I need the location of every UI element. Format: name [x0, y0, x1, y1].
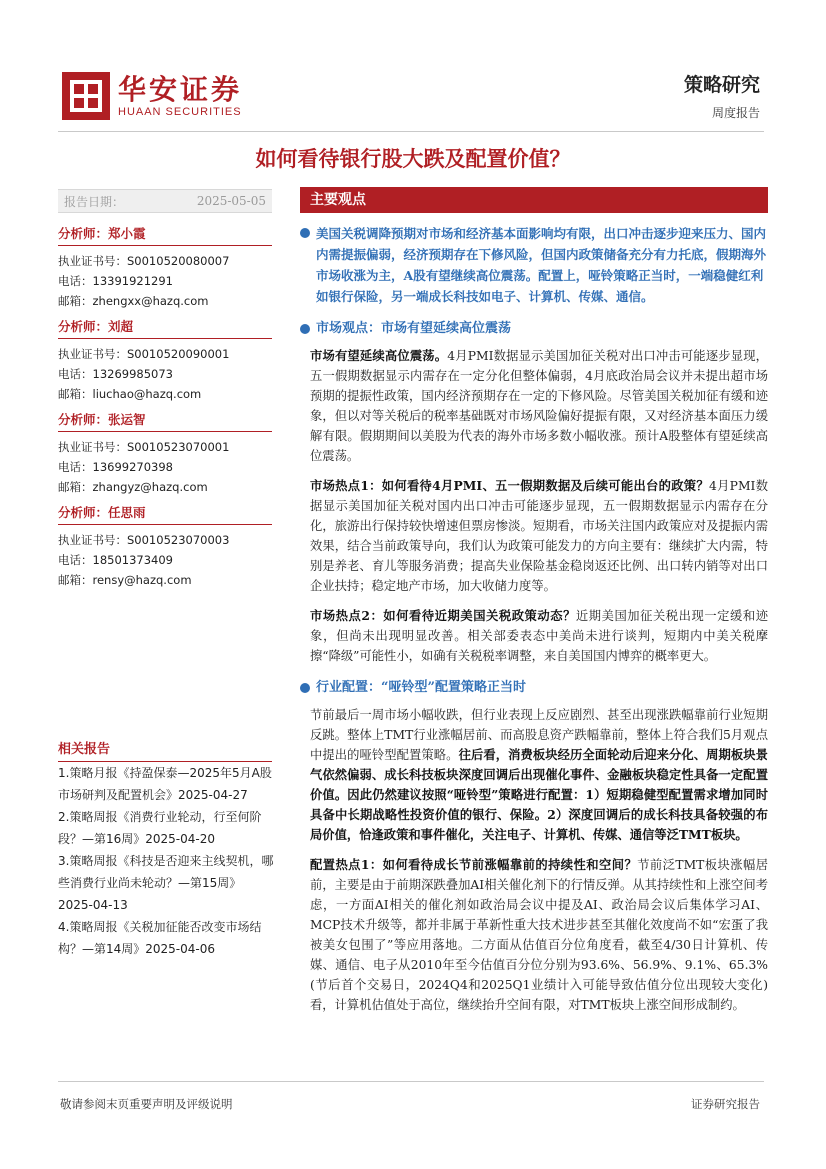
section-title-bar: 主要观点	[300, 187, 768, 213]
para-body: 节前泛TMT板块涨幅居前，主要是由于前期深跌叠加AI相关催化剂下的行情反弹。从其持续性和上涨空间考虑，一方面AI相关的催化剂如政治局会议中提及AI、政治局会议后集体学习AI、MCP技术升级等，都并非属于革新性重大技术进步甚至其催化效度尚不如“宏蛋了我被美女包围了”等应用落地。二方面从估值百分位角度看，截至4/30日计算机、传媒、通信、电子从2010年至今估值百分位分别为93.6%、56.9%、9.1%、65.3%(节后首个交易日，2024Q4和2025Q1业绩计入可能导致估值分位出现较大变化)看，计算机估值处于高位，继续抬升空间有限，对TMT板块上涨空间形成制约。	[310, 858, 769, 1012]
para-body: 近期美国加征关税出现一定缓和迹象，但尚未出现明显改善。相关部委表态中美尚未进行谈判，短期内中美关税摩擦“降级”可能性小，如确有关税税率调整，来自美国国内博弈的概率更大。	[310, 609, 768, 663]
logo-mark-icon	[62, 72, 110, 120]
doc-type	[684, 72, 760, 121]
bullet-dot-icon	[300, 683, 310, 693]
analyst-name: 分析师：郑小霞	[58, 224, 272, 246]
para-body: 4月PMI数据显示美国加征关税对出口冲击可能逐步显现，五一假期数据显示内需存在一定分化但整体偏弱，4月底政治局会议并未提出超市场预期的提振性政策，国内经济预期存在一定的下修风险。尽管美国关税加征有缓和迹象，但以对等关税后的税率基础既对市场风险偏好提振有限，又对经济基本面压力缓解有限。假期期间以美股为代表的海外市场多数小幅收涨。预计A股整体有望延续高位震荡。	[310, 349, 768, 463]
logo	[62, 72, 242, 120]
para-lead: 市场有望延续高位震荡。	[310, 348, 448, 363]
analyst-email[interactable]: 邮箱：zhangyz@hazq.com	[58, 480, 208, 494]
analyst-cert: 执业证书号：S0010523070001	[58, 440, 230, 454]
analyst-card	[58, 317, 272, 404]
related-reports-list	[58, 762, 274, 960]
paragraph-config-hotspot-1	[300, 855, 768, 1015]
date-label: 报告日期：	[64, 194, 125, 209]
analyst-name: 分析师：任思雨	[58, 503, 272, 525]
logo-en: HUAAN SECURITIES	[118, 106, 242, 118]
analyst-cert: 执业证书号：S0010520090001	[58, 347, 230, 361]
analyst-cert: 执业证书号：S0010520080007	[58, 254, 230, 268]
para-body: 4月PMI数据显示美国加征关税对国内出口冲击可能逐步显现，五一假期数据显示内需存在分化，旅游出行保持较快增速但票房惨淡。短期看，市场关注国内政策应对及提振内需效果，结合当前政策导向，我们认为政策可能发力的方向主要有：继续扩大内需，特别是养老、育儿等服务消费；提高失业保险基金稳岗返还比例、出口转内销等对出口企业扶持；稳定地产市场，加大收储力度等。	[310, 479, 768, 593]
para-lead: 配置热点1：如何看待成长节前涨幅靠前的持续性和空间？	[310, 857, 638, 872]
related-report-item[interactable]: 1.策略月报《持盈保泰—2025年5月A股市场研判及配置机会》2025-04-27	[58, 766, 272, 802]
analyst-email[interactable]: 邮箱：rensy@hazq.com	[58, 573, 192, 587]
para-lead: 市场热点1：如何看待4月PMI、五一假期数据及后续可能出台的政策？	[310, 478, 709, 493]
related-report-item[interactable]: 4.策略周报《关税加征能否改变市场结构？—第14周》2025-04-06	[58, 920, 262, 956]
related-report-item[interactable]: 2.策略周报《消费行业轮动，行至何阶段？—第16周》2025-04-20	[58, 810, 262, 846]
analyst-phone: 电话：13391921291	[58, 274, 173, 288]
para-lead: 市场热点2：如何看待近期美国关税政策动态？	[310, 608, 576, 623]
paragraph-hotspot-2	[300, 606, 768, 666]
key-point-text: 美国关税调降预期对市场和经济基本面影响均有限，出口冲击逐步迎来压力、国内内需提振偏弱，经济预期存在下修风险，但国内政策储备充分有力托底，假期海外市场收涨为主，A股有望继续高位震荡。配置上，哑铃策略正当时，一端稳健红利如银行保险，另一端成长科技如电子、计算机、传媒、通信。	[316, 226, 767, 304]
analyst-cert: 执业证书号：S0010523070003	[58, 533, 230, 547]
industry-heading-text: 行业配置：“哑铃型”配置策略正当时	[316, 680, 526, 695]
main-content	[300, 187, 768, 1015]
logo-cn: 华安证券	[118, 73, 243, 106]
market-view-heading-text: 市场观点：市场有望延续高位震荡	[316, 321, 512, 336]
key-point-block	[300, 223, 768, 307]
paragraph-industry	[300, 705, 768, 845]
doc-type-sub: 周度报告	[711, 106, 760, 120]
bullet-dot-icon	[300, 228, 310, 238]
page-title: 如何看待银行股大跌及配置价值？	[255, 146, 571, 171]
analyst-phone: 电话：13699270398	[58, 460, 173, 474]
analyst-card	[58, 410, 272, 497]
industry-heading	[300, 676, 768, 695]
analyst-phone: 电话：18501373409	[58, 553, 173, 567]
market-view-heading	[300, 317, 768, 336]
analyst-phone: 电话：13269985073	[58, 367, 173, 381]
footer-label: 证券研究报告	[691, 1097, 760, 1111]
doc-type-main: 策略研究	[683, 74, 760, 96]
analyst-name: 分析师：刘超	[58, 317, 272, 339]
report-date-bar	[58, 189, 272, 213]
related-report-item[interactable]: 3.策略周报《科技是否迎来主线契机，哪些消费行业尚未轮动？—第15周》2025-04-13	[58, 854, 274, 912]
paragraph-market-view	[300, 346, 768, 466]
analyst-name: 分析师：张运智	[58, 410, 272, 432]
bullet-dot-icon	[300, 324, 310, 334]
para-body: 节前最后一周市场小幅收跌，但行业表现上反应剧烈、甚至出现涨跌幅靠前行业短期反跳。整体上TMT行业涨幅居前、而高股息资产跌幅靠前，整体上符合我们5月观点中提出的哑铃型配置策略。	[310, 708, 768, 762]
analyst-card	[58, 503, 272, 590]
header-divider	[58, 131, 764, 132]
analyst-list	[58, 224, 272, 596]
para-emphasis: 往后看，消费板块经历全面轮动后迎来分化、周期板块景气依然偏弱、成长科技板块深度回调后出现催化事件、金融板块稳定性具备一定配置价值。因此仍然建议按照“哑铃型”策略进行配置：1）短期稳健型配置需求增加同时具备中长期战略性投资价值的银行、保险。2）深度回调后的成长科技具备较强的布局价值，恰逢政策和事件催化，关注电子、计算机、传媒、通信等泛TMT板块。	[310, 747, 768, 842]
footer-disclaimer[interactable]: 敬请参阅末页重要声明及评级说明	[60, 1097, 233, 1111]
footer-divider	[58, 1081, 764, 1082]
logo-text	[118, 74, 242, 118]
analyst-card	[58, 224, 272, 311]
analyst-email[interactable]: 邮箱：zhengxx@hazq.com	[58, 294, 209, 308]
date-value: 2025-05-05	[196, 194, 266, 208]
related-reports-heading: 相关报告	[58, 738, 272, 762]
paragraph-hotspot-1	[300, 476, 768, 596]
analyst-email[interactable]: 邮箱：liuchao@hazq.com	[58, 387, 202, 401]
